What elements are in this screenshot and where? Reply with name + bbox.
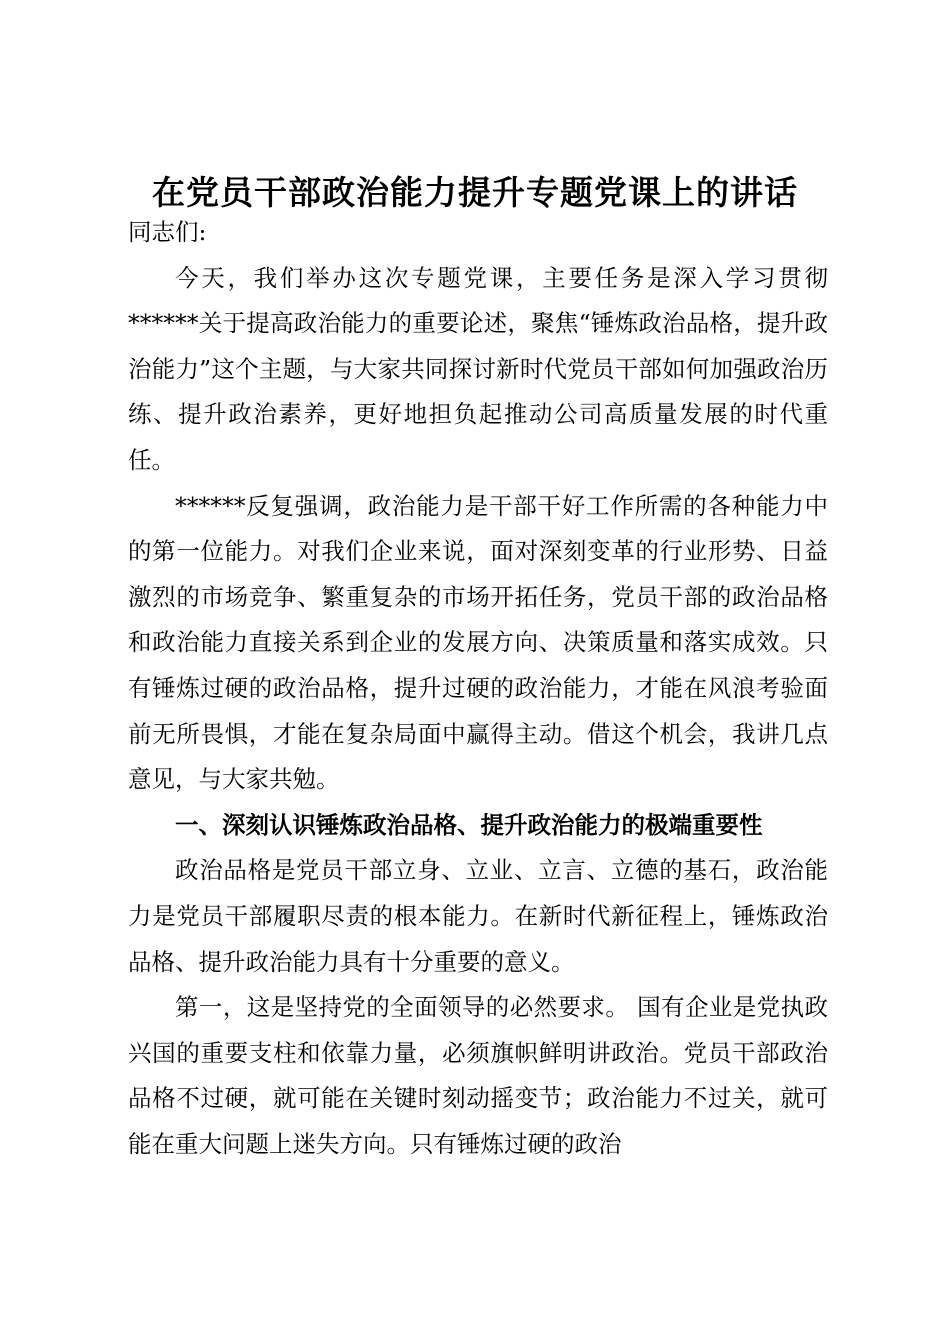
paragraph-intro: 今天，我们举办这次专题党课，主要任务是深入学习贯彻******关于提高政治能力的重要论述，聚焦“锤炼政治品格，提升政治能力”这个主题，与大家共同探讨新时代党员干部如何加强政治历练、提升政治素养，更好地担负起推动公司高质量发展的时代重任。: [128, 263, 828, 474]
section-paragraph: 第一，这是坚持党的全面领导的必然要求。 国有企业是党执政兴国的重要支柱和依靠力量，必须旗帜鲜明讲政治。党员干部政治品格不过硬，就可能在关键时刻动摇变节；政治能力不过关，就可能在重大问题上迷失方向。只有锤炼过硬的政治: [128, 993, 828, 1158]
section-paragraph: 政治品格是党员干部立身、立业、立言、立德的基石，政治能力是党员干部履职尽责的根本能力。在新时代新征程上，锤炼政治品格、提升政治能力具有十分重要的意义。: [128, 856, 828, 976]
document-body: [128, 210, 828, 1167]
section-heading: 一、深刻认识锤炼政治品格、提升政治能力的极端重要性: [175, 810, 763, 839]
paragraph-context: ******反复强调，政治能力是干部干好工作所需的各种能力中的第一位能力。对我们企业来说，面对深刻变革的行业形势、日益激烈的市场竞争、繁重复杂的市场开拓任务，党员干部的政治品格和政治能力直接关系到企业的发展方向、决策质量和落实成效。只有锤炼过硬的政治品格，提升过硬的政治能力，才能在风浪考验面前无所畏惧，才能在复杂局面中赢得主动。借这个机会，我讲几点意见，与大家共勉。: [128, 491, 828, 794]
salutation: 同志们:: [128, 218, 207, 246]
document-title: 在党员干部政治能力提升专题党课上的讲话: [152, 173, 798, 212]
